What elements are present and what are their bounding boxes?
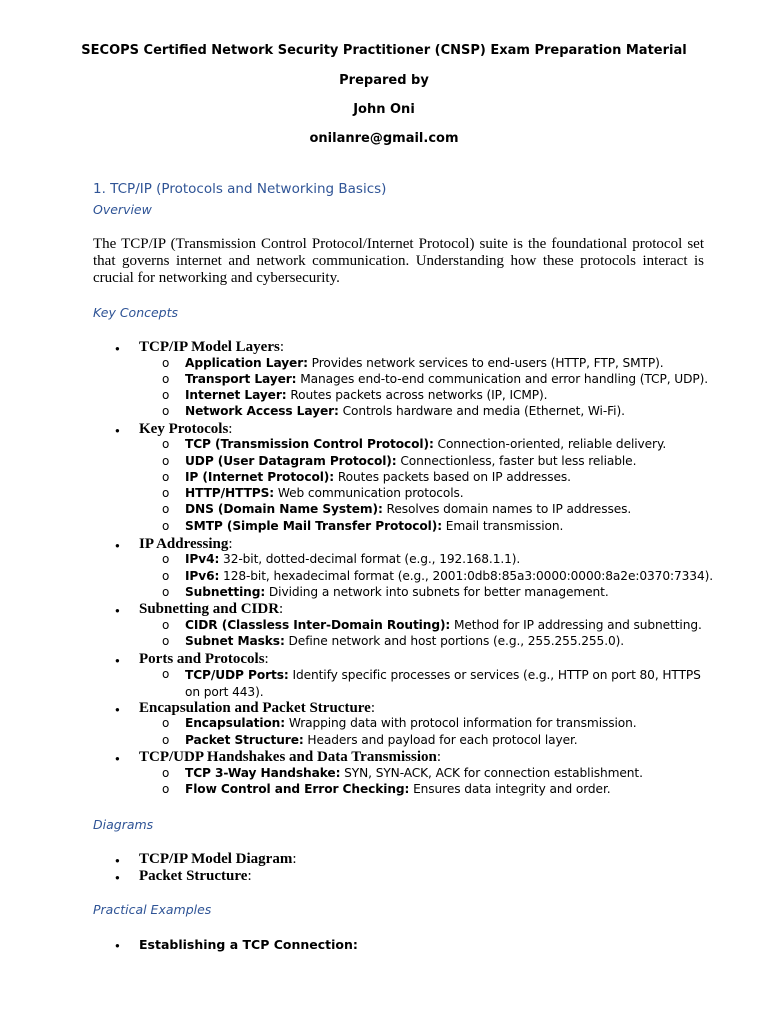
key-concept-label: Ports and Protocols [139, 651, 265, 667]
key-concept-item [139, 700, 375, 717]
hollow-bullet-icon: o [162, 502, 170, 516]
hollow-bullet-icon: o [162, 634, 170, 648]
key-concept-item [139, 339, 284, 356]
sub-concept-item [185, 519, 563, 533]
sub-concept-desc: Provides network services to end-users (HTTP, FTP, SMTP). [307, 356, 664, 370]
key-concepts-heading: Key Concepts [93, 305, 179, 320]
sub-concept-desc: Web communication protocols. [274, 486, 464, 500]
key-concept-colon: : [279, 339, 284, 355]
sub-concept-desc: Controls hardware and media (Ethernet, Wi-Fi). [338, 404, 625, 418]
bullet-icon: ● [115, 754, 120, 763]
sub-concept-desc: Define network and host portions (e.g., 255.255.255.0). [284, 634, 625, 648]
document-title: SECOPS Certified Network Security Practitioner (CNSP) Exam Preparation Material [81, 43, 687, 58]
section-heading: 1. TCP/IP (Protocols and Networking Basics) [93, 181, 387, 197]
diagram-colon: : [247, 868, 252, 884]
sub-concept-term: Application Layer: [185, 356, 308, 370]
sub-concept-term: IPv4: [185, 552, 220, 566]
sub-concept-term: TCP (Transmission Control Protocol): [185, 437, 434, 451]
sub-concept-term: Network Access Layer: [185, 404, 339, 418]
sub-concept-term: IP (Internet Protocol): [185, 470, 335, 484]
diagram-label: TCP/IP Model Diagram [139, 851, 293, 867]
sub-concept-term: SMTP (Simple Mail Transfer Protocol): [185, 519, 442, 533]
bullet-icon: ● [115, 856, 120, 865]
hollow-bullet-icon: o [162, 733, 170, 747]
diagram-item [139, 868, 252, 885]
hollow-bullet-icon: o [162, 388, 170, 402]
sub-concept-item [185, 585, 609, 599]
hollow-bullet-icon: o [162, 667, 170, 681]
sub-concept-term: Subnet Masks: [185, 634, 285, 648]
hollow-bullet-icon: o [162, 486, 170, 500]
practical-examples-heading: Practical Examples [93, 902, 212, 917]
diagrams-heading: Diagrams [93, 817, 154, 832]
bullet-icon: ● [115, 541, 120, 550]
sub-concept-term: Transport Layer: [185, 372, 297, 386]
sub-concept-item [185, 404, 625, 418]
sub-concept-desc: Ensures data integrity and order. [409, 782, 611, 796]
hollow-bullet-icon: o [162, 356, 170, 370]
hollow-bullet-icon: o [162, 404, 170, 418]
key-concept-label: TCP/UDP Handshakes and Data Transmission [139, 749, 437, 765]
sub-concept-term: Subnetting: [185, 585, 266, 599]
sub-concept-desc: Wrapping data with protocol information for transmission. [285, 716, 637, 730]
key-concept-colon: : [279, 601, 284, 617]
sub-concept-item [185, 782, 611, 796]
sub-concept-item [185, 356, 664, 370]
bullet-icon: ● [115, 606, 120, 615]
hollow-bullet-icon: o [162, 716, 170, 730]
key-concept-item [139, 536, 233, 553]
author-name: John Oni [353, 102, 415, 117]
key-concept-item [139, 421, 232, 438]
hollow-bullet-icon: o [162, 569, 170, 583]
key-concept-label: TCP/IP Model Layers [139, 339, 280, 355]
sub-concept-item [185, 388, 547, 402]
hollow-bullet-icon: o [162, 470, 170, 484]
sub-concept-desc: Dividing a network into subnets for better management. [265, 585, 609, 599]
sub-concept-desc: Manages end-to-end communication and error handling (TCP, UDP). [296, 372, 709, 386]
sub-concept-desc: Resolves domain names to IP addresses. [382, 502, 632, 516]
hollow-bullet-icon: o [162, 766, 170, 780]
overview-heading: Overview [93, 202, 152, 217]
key-concept-label: IP Addressing [139, 536, 229, 552]
hollow-bullet-icon: o [162, 782, 170, 796]
sub-concept-desc: Headers and payload for each protocol layer. [303, 733, 578, 747]
practical-example-item: Establishing a TCP Connection: [139, 937, 358, 952]
hollow-bullet-icon: o [162, 585, 170, 599]
bullet-icon: ● [115, 656, 120, 665]
sub-concept-desc: Routes packets across networks (IP, ICMP). [286, 388, 548, 402]
diagram-item [139, 851, 297, 868]
bullet-icon: ● [115, 426, 120, 435]
key-concept-label: Key Protocols [139, 421, 229, 437]
sub-concept-desc: Method for IP addressing and subnetting. [450, 618, 702, 632]
sub-concept-term: TCP 3-Way Handshake: [185, 766, 341, 780]
sub-concept-item [185, 470, 571, 484]
sub-concept-item [185, 372, 708, 386]
sub-concept-item [185, 437, 666, 451]
key-concept-item [139, 601, 283, 618]
sub-concept-item [185, 716, 637, 730]
hollow-bullet-icon: o [162, 519, 170, 533]
sub-concept-desc: Connection-oriented, reliable delivery. [433, 437, 667, 451]
sub-concept-desc: Connectionless, faster but less reliable. [396, 454, 637, 468]
bullet-icon: ● [115, 705, 120, 714]
hollow-bullet-icon: o [162, 552, 170, 566]
sub-concept-term: HTTP/HTTPS: [185, 486, 275, 500]
sub-concept-term: Packet Structure: [185, 733, 304, 747]
sub-concept-term: Flow Control and Error Checking: [185, 782, 410, 796]
sub-concept-item [185, 552, 520, 566]
author-email: onilanre@gmail.com [309, 131, 459, 146]
sub-concept-item [185, 634, 624, 648]
sub-concept-item [185, 733, 578, 747]
sub-concept-desc: Email transmission. [441, 519, 564, 533]
sub-concept-term: DNS (Domain Name System): [185, 502, 383, 516]
diagram-colon: : [292, 851, 297, 867]
key-concept-colon: : [370, 700, 375, 716]
sub-concept-item [185, 618, 702, 632]
sub-concept-item [185, 502, 631, 516]
key-concept-colon: : [228, 421, 233, 437]
sub-concept-term: Internet Layer: [185, 388, 287, 402]
prepared-by-label: Prepared by [339, 73, 429, 88]
key-concept-colon: : [264, 651, 269, 667]
sub-concept-term: Encapsulation: [185, 716, 286, 730]
sub-concept-desc: Routes packets based on IP addresses. [334, 470, 571, 484]
sub-concept-desc: SYN, SYN-ACK, ACK for connection establishment. [340, 766, 643, 780]
sub-concept-item [185, 454, 636, 468]
sub-concept-desc: Identify specific processes or services (e.g., HTTP on port 80, HTTPS on port 443). [185, 668, 701, 699]
hollow-bullet-icon: o [162, 618, 170, 632]
sub-concept-term: UDP (User Datagram Protocol): [185, 454, 397, 468]
bullet-icon: ● [115, 344, 120, 353]
key-concept-colon: : [228, 536, 233, 552]
sub-concept-term: CIDR (Classless Inter-Domain Routing): [185, 618, 451, 632]
sub-concept-item [185, 667, 705, 701]
key-concept-item [139, 749, 441, 766]
sub-concept-term: TCP/UDP Ports: [185, 668, 289, 682]
bullet-icon: ● [115, 873, 120, 882]
key-concept-label: Encapsulation and Packet Structure [139, 700, 371, 716]
diagram-label: Packet Structure [139, 868, 248, 884]
key-concept-item [139, 651, 269, 668]
hollow-bullet-icon: o [162, 437, 170, 451]
sub-concept-item [185, 569, 713, 583]
overview-paragraph: The TCP/IP (Transmission Control Protocol/Internet Protocol) suite is the foundational protocol set that governs internet and network communication. Understanding how these protocols interact is crucial for networking and cybersecurity. [93, 236, 704, 286]
key-concept-label: Subnetting and CIDR [139, 601, 280, 617]
sub-concept-item [185, 486, 464, 500]
hollow-bullet-icon: o [162, 454, 170, 468]
bullet-icon: ● [115, 941, 120, 950]
sub-concept-term: IPv6: [185, 569, 220, 583]
key-concept-colon: : [436, 749, 442, 765]
sub-concept-item [185, 766, 643, 780]
hollow-bullet-icon: o [162, 372, 170, 386]
sub-concept-desc: 128-bit, hexadecimal format (e.g., 2001:0db8:85a3:0000:0000:8a2e:0370:7334). [219, 569, 714, 583]
sub-concept-desc: 32-bit, dotted-decimal format (e.g., 192.168.1.1). [219, 552, 521, 566]
